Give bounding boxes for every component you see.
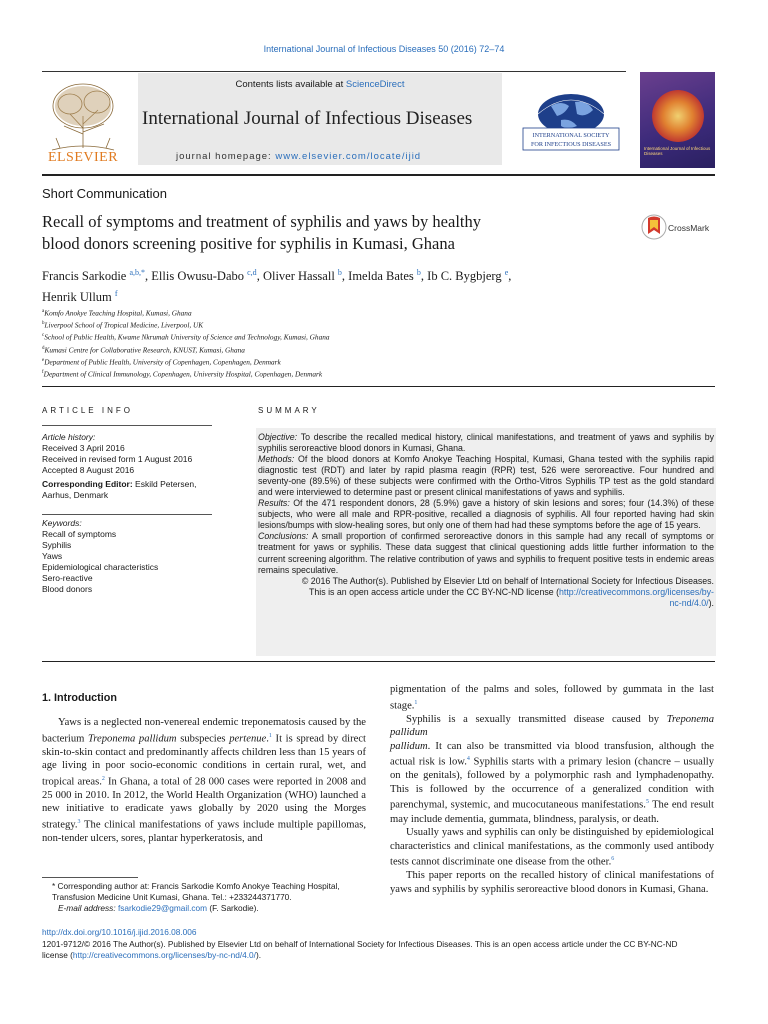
keywords: Keywords: Recall of symptoms Syphilis Yaws Epidemiological characteristics Sero-reactive Blood donors xyxy=(42,518,212,595)
journal-reference[interactable]: International Journal of Infectious Diseases 50 (2016) 72–74 xyxy=(263,44,505,54)
citation-link[interactable]: 3 xyxy=(77,818,81,825)
keyword: Blood donors xyxy=(42,584,93,594)
affiliation: $^a$Komfo Anokye Teaching Hospital, Kumasi, Ghana xyxy=(42,308,192,318)
copyright-line: © 2016 The Author(s). Published by Elsevier Ltd on behalf of International Society for Infectious Diseases. xyxy=(301,575,714,586)
affiliation: $^c$School of Public Health, Kwame Nkrumah University of Science and Technology, Kumasi, Ghana xyxy=(42,332,330,342)
affiliation: $^e$Department of Public Health, University of Copenhagen, Copenhagen, Denmark xyxy=(42,357,281,367)
email-link[interactable]: fsarkodie29@gmail.com xyxy=(117,903,208,913)
cover-title: International Journal of Infectious Diseases xyxy=(644,146,711,157)
author-list: Francis Sarkodie $^{a,b,*}$, Ellis Owusu-Dabo $^{c,d}$, Oliver Hassall $^b$, Imelda Bates $^b$, Ib C. Bygbjerg $^e$, Henrik Ullum $^f$ xyxy=(42,268,512,305)
citation-link[interactable]: 1 xyxy=(414,699,418,706)
crossmark-label: CrossMark xyxy=(668,223,710,233)
keyword: Syphilis xyxy=(42,540,72,550)
journal-title: International Journal of Infectious Diseases xyxy=(142,108,473,129)
crossmark-icon[interactable] xyxy=(641,214,667,240)
author: Francis Sarkodie xyxy=(42,269,130,284)
isid-line2: FOR INFECTIOUS DISEASES xyxy=(530,141,612,148)
author: Ellis Owusu-Dabo xyxy=(151,269,248,284)
license-link[interactable]: nc-nd/4.0/ xyxy=(669,597,709,608)
sciencedirect-link[interactable]: ScienceDirect xyxy=(345,79,405,90)
journal-homepage: journal homepage: www.elsevier.com/locate/ijid xyxy=(176,151,422,162)
article-history: Article history: Received 3 April 2016 Received in revised form 1 August 2016 Accepted 8 August 2016 Corresponding Editor: Eskild Petersen, Aarhus, Denmark xyxy=(42,432,197,500)
citation-link[interactable]: 1 xyxy=(268,732,272,739)
keyword: Sero-reactive xyxy=(42,573,93,583)
keyword: Recall of symptoms xyxy=(42,529,117,539)
doi-link[interactable]: http://dx.doi.org/10.1016/j.ijid.2016.08.006 xyxy=(42,927,197,937)
abstract: Objective: To describe the recalled medical history, clinical manifestations, and treatment of yaws and syphilis by syphilis seroreactive blood donors in Kumasi, Ghana. Methods: Of the blood donors at Komfo Anokye Teaching Hospital, Kumasi, Ghana tested with the syphilis rapid diagnostic test (RDT) and later by rapid plasma reagin (RPR) test, 526 were seroreactive. Four hundred and seventy-one (89.5%) of these subjects were confirmed with the Ortho-Vitros Syphilis TP test as the gold standard and were interviewed to determine past or present clinical manifestations of yaws and syphilis. Results: Of the 471 respondent donors, 28 (5.9%) gave a history of skin lesions and sores; four (14.3%) of these subjects, who were all male and RPR-positive, recalled a diagnosis of syphilis. All four reported having had skin lesions/bumps with slow-healing sores, but only one of them had had these symptoms before the age of 15 years. Conclusions: A small proportion of confirmed seroreactive donors in this sample had any recall of symptoms or treatment for yaws or syphilis. These data suggest that clinical questioning adds little further information to the current screening algorithm. The relative contribution of yaws and syphilis to frequent positive tests in endemic areas remains speculative. © 2016 The Author(s). Published by Elsevier Ltd on behalf of International Society for Infectious Diseases. This is an open access article under the CC BY-NC-ND license (http://creativecommons.org/licenses/by- nc-nd/4.0/). xyxy=(258,432,714,608)
keyword: Epidemiological characteristics xyxy=(42,562,159,572)
keyword: Yaws xyxy=(42,551,63,561)
affiliations xyxy=(42,307,330,380)
journal-cover-image[interactable] xyxy=(640,72,715,168)
article-title: Recall of symptoms and treatment of syphilis and yaws by healthy blood donors screening positive for syphilis in Kumasi, Ghana xyxy=(42,212,481,253)
affiliation: $^b$Liverpool School of Tropical Medicine, Liverpool, UK xyxy=(42,320,204,330)
article-type: Short Communication xyxy=(42,186,167,201)
corresponding-author-footnote: * Corresponding author at: Francis Sarkodie Komfo Anokye Teaching Hospital, Transfusion Medicine Unit Kumasi, Ghana. Tel.: +233244371770. E-mail address: fsarkodie29@gmail.com (F. Sarkodie). xyxy=(52,881,340,913)
cover-graphic xyxy=(652,90,704,142)
publisher-name: ELSEVIER xyxy=(47,150,119,165)
article-info-heading: ARTICLE INFO xyxy=(42,406,133,415)
citation-link[interactable]: 6 xyxy=(611,856,615,863)
isid-globe-logo xyxy=(521,92,621,152)
affiliation: $^d$Kumasi Centre for Collaborative Research, KNUST, Kumasi, Ghana xyxy=(42,345,245,355)
license-link[interactable]: http://creativecommons.org/licenses/by- xyxy=(559,586,714,597)
author: Imelda Bates xyxy=(348,269,417,284)
isid-line1: INTERNATIONAL SOCIETY xyxy=(532,132,610,139)
doi-license-footer: http://dx.doi.org/10.1016/j.ijid.2016.08.006 1201-9712/© 2016 The Author(s). Published by Elsevier Ltd on behalf of International Society for Infectious Diseases. This is an open access article under the CC BY-NC-ND license (http://creativecommons.org/licenses/by-nc-nd/4.0/). xyxy=(42,927,722,962)
author: Ib C. Bygbjerg xyxy=(427,269,505,284)
body-column-right: pigmentation of the palms and soles, followed by gummata in the last stage.$^1$ Syphilis is a sexually transmitted disease caused by Treponema pallidum pallidum. It can also be transmitted via blood transfusion, although the actual risk is low.$^4$ Syphilis starts with a primary lesion (chancre – usually on the genitals), followed by a polymorphic rash and lymphadenopathy. This is followed by the occurrence of a generalized condition with parenchymal, systemic, and mucocutaneous manifestations.$^5$ The end result may include dementia, gummata, blindness, paralysis, or death. Usually yaws and syphilis can only be distinguished by epidemiological characteristics and clinical manifestations, as the commonly used antibody tests cannot discriminate one disease from the other.$^6$ This paper reports on the recalled history of clinical manifestations of yaws and syphilis by syphilis seroreactive blood donors in Kumasi, Ghana. xyxy=(390,684,715,895)
section-heading: 1. Introduction xyxy=(42,692,117,704)
body-column-left: Yaws is a neglected non-venereal endemic treponematosis caused by the bacterium Treponema pallidum subspecies pertenue.$^1$ It is spread by direct skin-to-skin contact and predominantly affects children less than 15 years of age living in poor socio-economic conditions in certain rural, wet, and tropical areas.$^2$ In Ghana, a total of 28 000 cases were reported in 2008 and 25 000 in 2010. In 2012, the World Health Organization (WHO) launched a new initiative to eradicate yaws globally by 2020 using the Morges strategy.$^3$ The clinical manifestations of yaws include multiple papillomas, non-tender ulcers, sores, plantar hyperkeratosis, and xyxy=(42,717,366,844)
author: Oliver Hassall xyxy=(262,269,338,284)
citation-link[interactable]: 5 xyxy=(645,799,649,806)
contents-line: Contents lists available at ScienceDirect xyxy=(235,79,405,90)
summary-heading: SUMMARY xyxy=(258,406,320,415)
citation-link[interactable]: 2 xyxy=(101,775,105,782)
license-link[interactable]: http://creativecommons.org/licenses/by-nc-nd/4.0/ xyxy=(72,950,256,960)
author: Henrik Ullum xyxy=(42,290,115,305)
homepage-link[interactable]: www.elsevier.com/locate/ijid xyxy=(275,151,422,162)
citation-link[interactable]: 4 xyxy=(466,756,470,763)
affiliation: $^f$Department of Clinical Immunology, Copenhagen, University Hospital, Copenhagen, Denmark xyxy=(42,369,323,379)
